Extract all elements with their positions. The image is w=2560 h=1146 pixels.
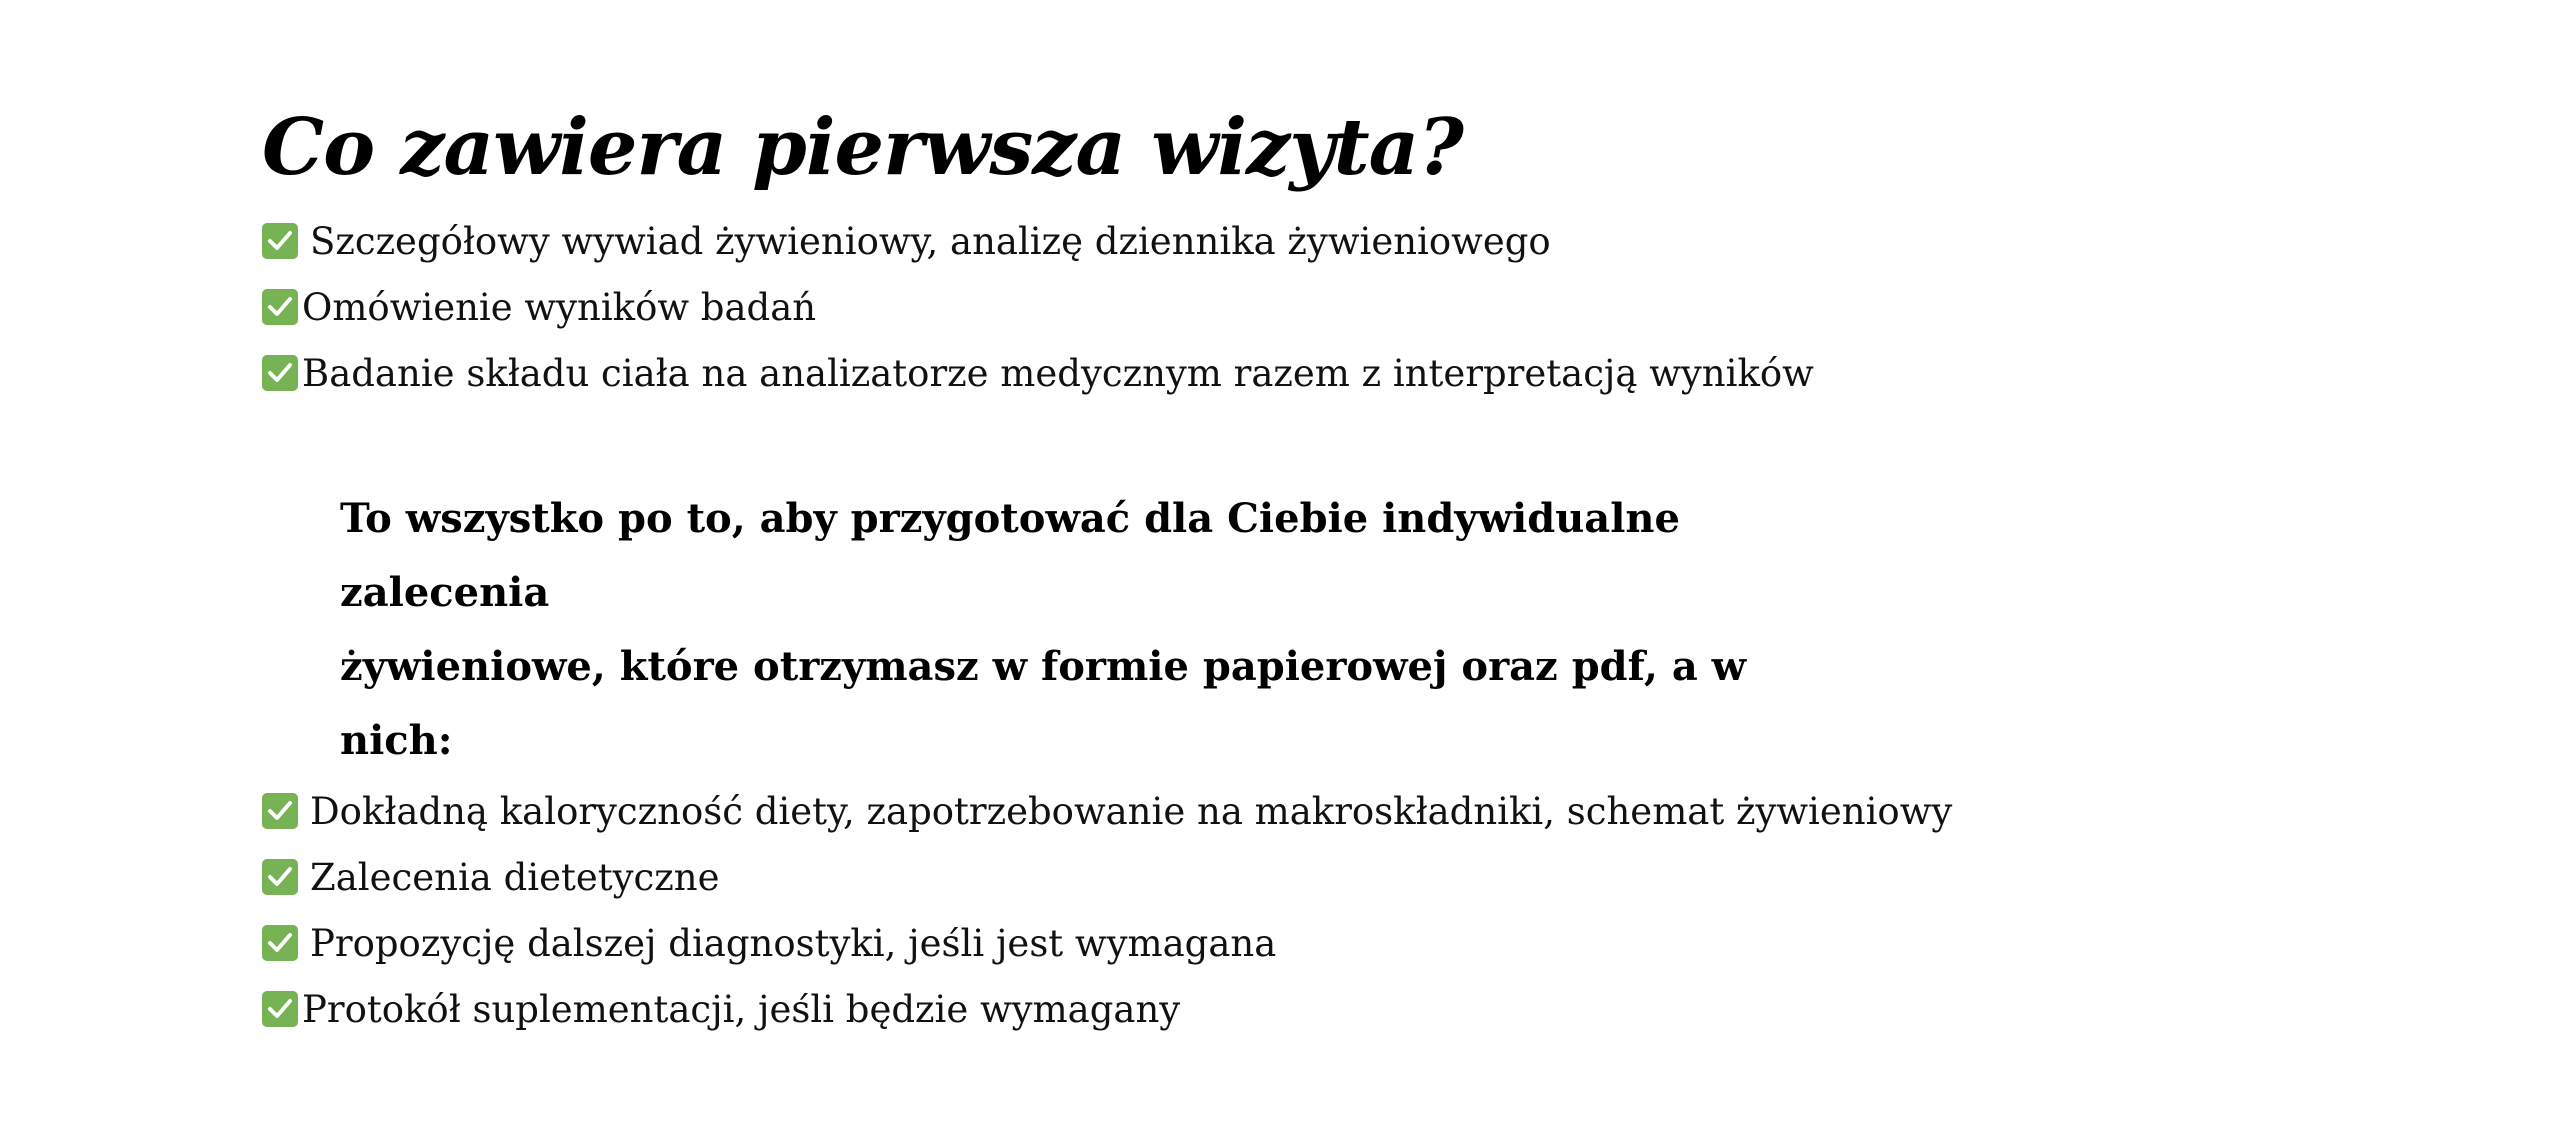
list-item — [262, 778, 2162, 844]
list-item — [262, 976, 2162, 1042]
list-item — [262, 340, 2162, 406]
list-item-text: Badanie składu ciała na analizatorze medycznym razem z interpretacją wyników — [302, 351, 1814, 395]
list-item — [262, 910, 2162, 976]
list-item — [262, 208, 2162, 274]
check-box-icon — [262, 925, 298, 961]
list-item-text: Propozycję dalszej diagnostyki, jeśli jest wymagana — [310, 921, 1277, 965]
list-item — [262, 844, 2162, 910]
check-box-icon — [262, 355, 298, 391]
plan-checklist — [262, 778, 2162, 1042]
check-box-icon — [262, 859, 298, 895]
list-item-text: Szczegółowy wywiad żywieniowy, analizę dziennika żywieniowego — [310, 219, 1551, 263]
check-box-icon — [262, 991, 298, 1027]
check-box-icon — [262, 223, 298, 259]
check-box-icon — [262, 289, 298, 325]
callout-text — [340, 482, 1840, 778]
page-title: Co zawiera pierwsza wizyta? — [262, 102, 1463, 193]
list-item-text: Zalecenia dietetyczne — [310, 855, 720, 899]
list-item — [262, 274, 2162, 340]
list-item-text: Dokładną kaloryczność diety, zapotrzebowanie na makroskładniki, schemat żywieniowy — [310, 789, 1953, 833]
callout-line-1: To wszystko po to, aby przygotować dla Ciebie indywidualne zalecenia — [340, 495, 1680, 616]
check-box-icon — [262, 793, 298, 829]
list-item-text: Protokół suplementacji, jeśli będzie wymagany — [302, 987, 1181, 1031]
callout-line-2: żywieniowe, które otrzymasz w formie papierowej oraz pdf, a w nich: — [340, 643, 1747, 764]
content — [262, 88, 2162, 1042]
visit-checklist — [262, 208, 2162, 406]
list-item-text: Omówienie wyników badań — [302, 285, 817, 329]
